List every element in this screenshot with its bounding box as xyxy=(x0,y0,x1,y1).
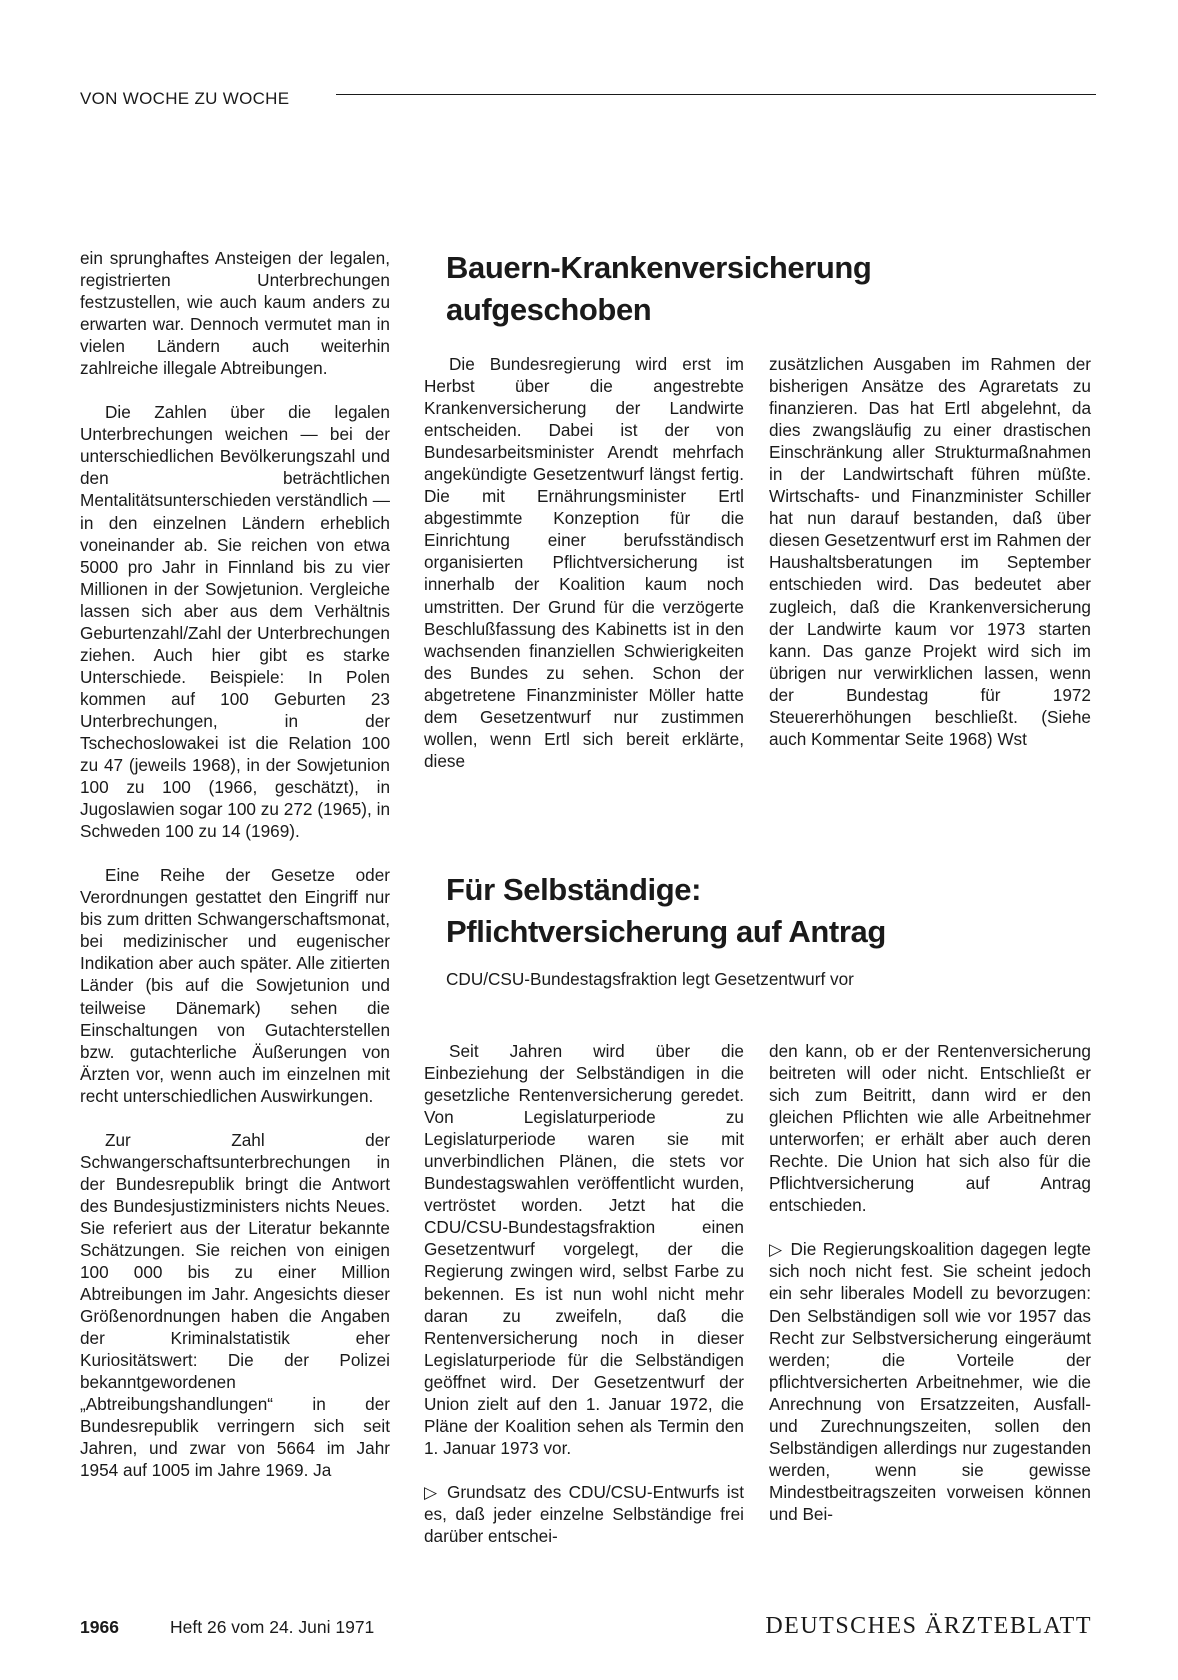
article2-paragraph-3: den kann, ob er der Rentenversicherung beitreten will oder nicht. Entschließt er sich zum Beitritt, dann wird er den gleichen Pflichten wie alle Arbeitnehmer unterworfen; er erhält aber auch deren Rechte. Die Union hat sich also für die Pflichtversicherung auf Antrag entschieden. xyxy=(769,1041,1091,1216)
article1-column-2 xyxy=(769,353,1091,750)
article1-paragraph-1: Die Bundesregierung wird erst im Herbst über die angestrebte Krankenversicherung der Landwirte entscheiden. Dabei ist der von Bundesarbeitsminister Arendt mehrfach angekündigte Gesetzentwurf längst fertig. Die mit Ernährungsminister Ertl abgestimmte Konzeption für die Einrichtung einer berufsständisch organisierten Pflichtversicherung ist innerhalb der Koalition kaum noch umstritten. Der Grund für die verzögerte Beschlußfassung des Kabinetts ist in den wachsenden finanziellen Schwierigkeiten des Bundes zu sehen. Schon der abgetretene Finanzminister Möller hatte dem Gesetzentwurf nur zustimmen wollen, wenn Ertl sich bereit erklärte, diese xyxy=(424,354,744,771)
left-paragraph-3: Eine Reihe der Gesetze oder Verordnungen gestattet den Eingriff nur bis zum dritten Schwangerschaftsmonat, bei medizinischer und eugenischer Indikation aber auch später. Alle zitierten Länder (bis auf die Sowjetunion und teilweise Dänemark) sehen die Einschaltungen von Gutachterstellen bzw. gutachterliche Äußerungen von Ärzten vor, wenn auch im einzelnen mit recht unterschiedlichen Auswirkungen. xyxy=(80,865,390,1106)
left-column xyxy=(80,247,390,1481)
page-number: 1966 xyxy=(80,1617,119,1637)
article2-column-1 xyxy=(424,1040,744,1547)
left-paragraph-1: ein sprunghaftes Ansteigen der legalen, registrierten Unterbrechungen festzustellen, wie auch kaum anders zu erwarten war. Dennoch vermutet man in vielen Ländern auch weiterhin zahlreiche illegale Abtreibungen. xyxy=(80,248,390,379)
article1-paragraph-2: zusätzlichen Ausgaben im Rahmen der bisherigen Ansätze des Agraretats zu finanzieren. Das hat Ertl abgelehnt, da dies zwangsläufig zu einer drastischen Einschränkung aller Strukturmaßnahmen in der Landwirtschaft führen müßte. Wirtschafts- und Finanzminister Schiller hat nun darauf bestanden, daß über diesen Gesetzentwurf erst im Rahmen der Haushaltsberatungen im September entschieden wird. Das bedeutet aber zugleich, daß die Krankenversicherung der Landwirte kaum vor 1973 starten kann. Das ganze Projekt wird sich im übrigen nur verwirklichen lassen, wenn der Bundestag für 1972 Steuererhöhungen beschließt. (Siehe auch Kommentar Seite 1968) Wst xyxy=(769,354,1091,749)
rubric-rule xyxy=(336,94,1096,95)
article2-column-2 xyxy=(769,1040,1091,1525)
article2-headline-line1: Für Selbständige: xyxy=(446,872,702,907)
article2-deck: CDU/CSU-Bundestagsfraktion legt Gesetzentwurf vor xyxy=(446,969,854,989)
article1-column-1 xyxy=(424,353,744,772)
issue-line: Heft 26 vom 24. Juni 1971 xyxy=(170,1617,375,1637)
left-paragraph-2: Die Zahlen über die legalen Unterbrechungen weichen — bei der unterschiedlichen Bevölkerungszahl und den beträchtlichen Mentalitätsunterschieden verständlich — in den einzelnen Ländern erheblich voneinander ab. Sie reichen von etwa 5000 pro Jahr in Finnland bis zu vier Millionen in der Sowjetunion. Vergleiche lassen sich aber aus dem Verhältnis Geburtenzahl/Zahl der Unterbrechungen ziehen. Auch hier gibt es starke Unterschiede. Beispiele: In Polen kommen auf 100 Geburten 23 Unterbrechungen, in der Tschechoslowakei ist die Relation 100 zu 47 (jeweils 1968), in der Sowjetunion 100 zu 100 (1966, geschätzt), in Jugoslawien sogar 100 zu 272 (1965), in Schweden 100 zu 14 (1969). xyxy=(80,402,390,842)
article1-headline-line1: Bauern-Krankenversicherung xyxy=(446,250,872,285)
article2-headline xyxy=(446,869,1106,953)
journal-title: DEUTSCHES ÄRZTEBLATT xyxy=(765,1613,1092,1639)
article2-paragraph-4: ▷ Die Regierungskoalition dagegen legte sich noch nicht fest. Sie scheint jedoch ein sehr liberales Modell zu bevorzugen: Den Selbständigen soll wie vor 1957 das Recht zur Selbstversicherung eingeräumt werden; die Vorteile der pflichtversicherten Arbeitnehmer, wie die Anrechnung von Ersatzzeiten, Ausfall- und Zurechnungszeiten, sollen den Selbständigen allerdings nur zugestanden werden, wenn sie gewisse Mindestbeitragszeiten vorweisen können und Bei- xyxy=(769,1239,1091,1524)
article1-headline-line2: aufgeschoben xyxy=(446,292,652,327)
article1-headline xyxy=(446,247,1106,331)
section-rubric: VON WOCHE ZU WOCHE xyxy=(80,89,290,108)
article2-paragraph-1: Seit Jahren wird über die Einbeziehung der Selbständigen in die gesetzliche Rentenversicherung geredet. Von Legislaturperiode zu Legislaturperiode waren sie mit unverbindlichen Plänen, die stets vor Bundestagswahlen veröffentlicht wurden, vertröstet worden. Jetzt hat die CDU/CSU-Bundestagsfraktion einen Gesetzentwurf vorgelegt, der die Regierung zwingen wird, selbst Farbe zu bekennen. Es ist nun wohl nicht mehr daran zu zweifeln, daß die Rentenversicherung noch in dieser Legislaturperiode für die Selbständigen geöffnet wird. Der Gesetzentwurf der Union zielt auf den 1. Januar 1972, die Pläne der Koalition sehen als Termin den 1. Januar 1973 vor. xyxy=(424,1041,744,1458)
article2-headline-line2: Pflichtversicherung auf Antrag xyxy=(446,914,886,949)
left-paragraph-4: Zur Zahl der Schwangerschaftsunterbrechungen in der Bundesrepublik bringt die Antwort des Bundesjustizministers nichts Neues. Sie referiert aus der Literatur bekannte Schätzungen. Sie reichen von einigen 100 000 bis zu einer Million Abtreibungen im Jahr. Angesichts dieser Größenordnungen haben die Angaben der Kriminalstatistik eher Kuriositätswert: Die der Polizei bekanntgewordenen „Abtreibungshandlungen“ in der Bundesrepublik verringern sich seit Jahren, und zwar von 5664 im Jahr 1954 auf 1005 im Jahre 1969. Ja xyxy=(80,1129,390,1481)
article2-paragraph-2: ▷ Grundsatz des CDU/CSU-Entwurfs ist es, daß jeder einzelne Selbständige frei darüber entschei- xyxy=(424,1481,744,1546)
